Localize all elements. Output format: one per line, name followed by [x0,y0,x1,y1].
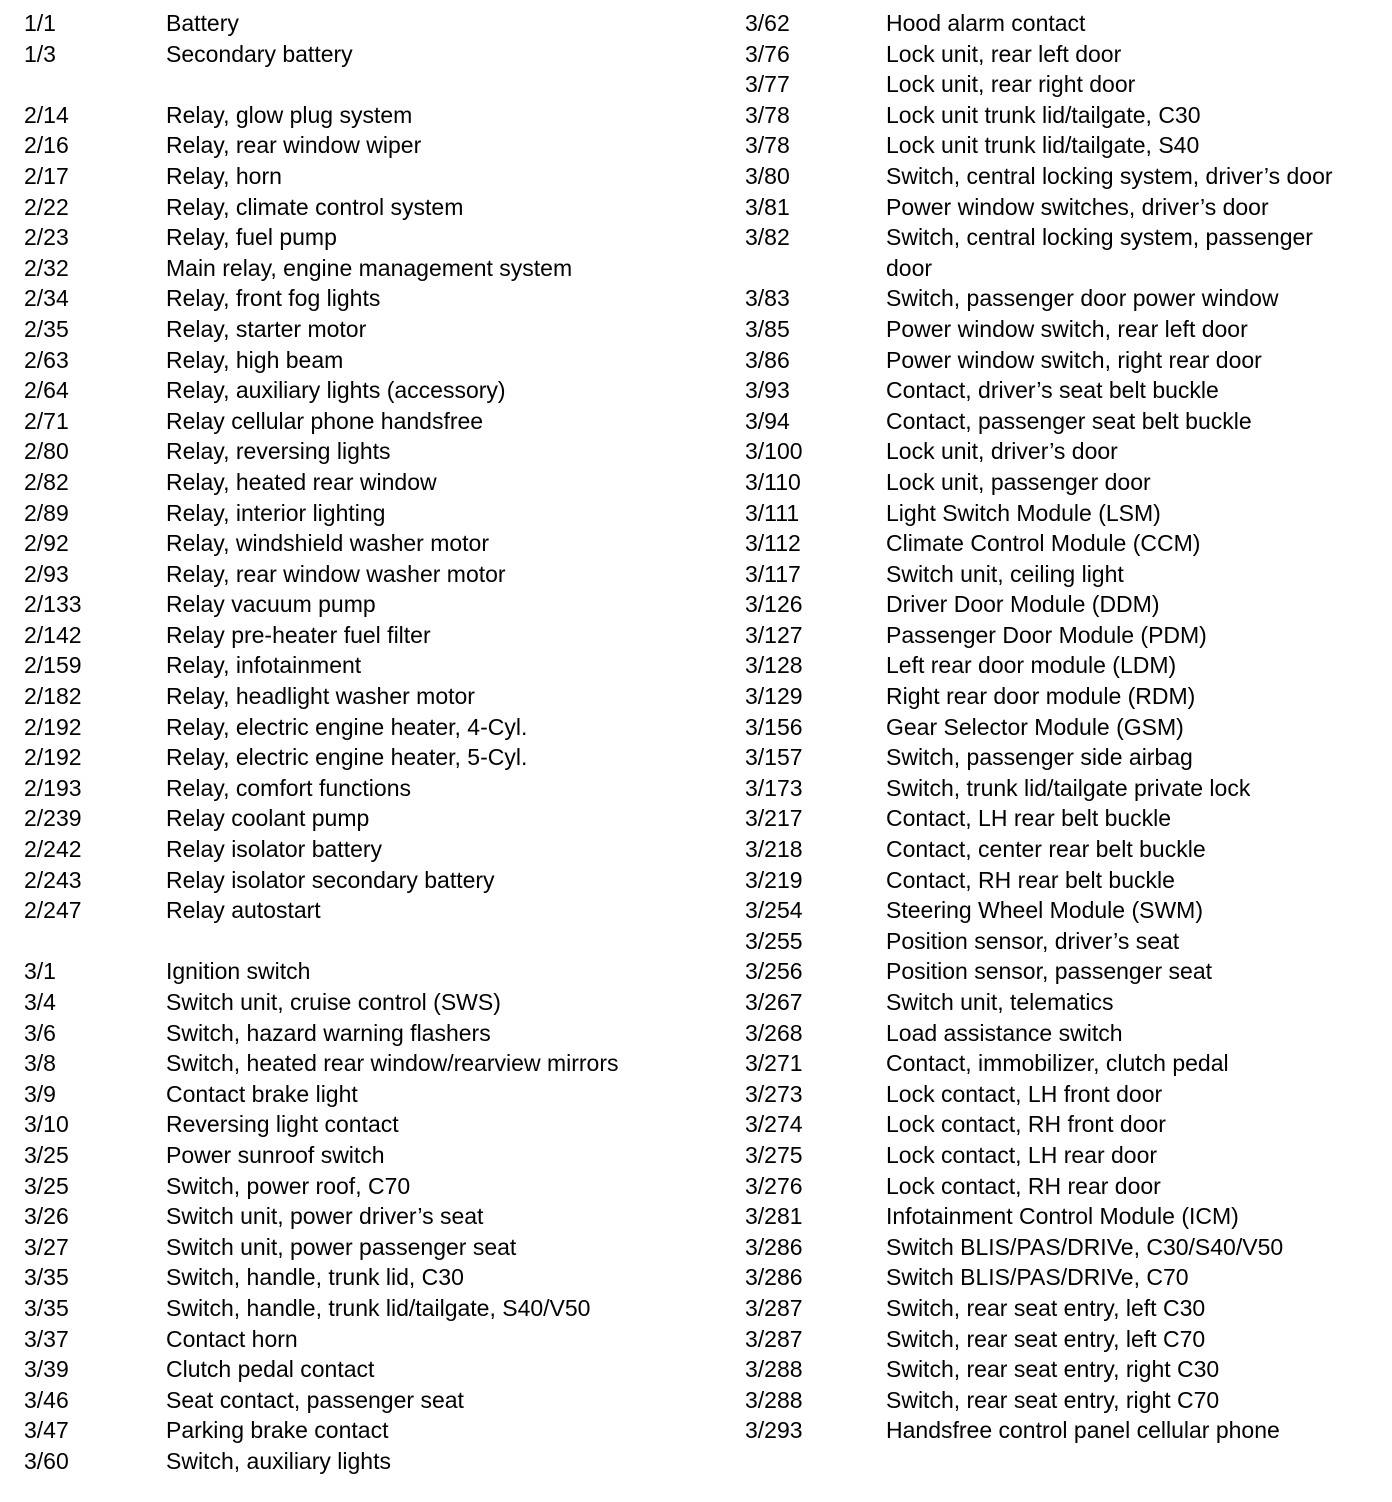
component-description: Contact, immobilizer, clutch pedal [886,1050,1229,1077]
component-code: 3/86 [745,346,790,373]
component-code: 3/82 [745,224,790,251]
component-code: 3/288 [745,1386,803,1413]
list-item [745,1079,1385,1110]
component-code: 3/77 [745,71,790,98]
component-description: Left rear door module (LDM) [886,652,1177,679]
component-code: 3/112 [745,530,801,557]
list-item [24,742,714,773]
list-item [745,987,1385,1018]
component-code: 2/239 [24,805,82,832]
list-item [745,253,1385,284]
list-item [745,375,1385,406]
list-item [24,1201,714,1232]
component-code: 3/4 [24,989,56,1015]
component-code: 3/26 [24,1203,69,1230]
list-item [24,1446,714,1477]
component-code: 3/157 [745,744,803,771]
list-item [24,1018,714,1049]
list-item [745,834,1385,865]
component-description: Switch, rear seat entry, right C30 [886,1356,1220,1383]
list-item [745,1385,1385,1416]
component-description: Position sensor, driver’s seat [886,927,1180,954]
component-code: 3/255 [745,927,803,954]
component-code: 3/80 [745,162,790,189]
list-item [24,865,714,896]
component-description: Switch BLIS/PAS/DRIVe, C30/S40/V50 [886,1233,1284,1260]
component-description: Power window switch, right rear door [886,346,1262,373]
list-item [745,1262,1385,1293]
list-item [745,222,1385,253]
list-item [24,130,714,161]
list-item [24,253,714,284]
list-item [24,773,714,804]
component-code: 3/268 [745,1019,803,1046]
component-description: Switch, auxiliary lights [166,1447,391,1474]
component-description: Relay, reversing lights [166,438,391,465]
component-description: Secondary battery [166,40,353,67]
component-code: 3/47 [24,1417,69,1444]
component-code: 3/276 [745,1172,803,1199]
component-code: 3/93 [745,377,790,404]
component-description: Main relay, engine management system [166,254,573,281]
list-item [745,956,1385,987]
list-item [745,681,1385,712]
component-code: 2/133 [24,591,82,618]
component-description: Contact horn [166,1325,298,1352]
component-description: Relay, windshield washer motor [166,530,489,557]
component-description: Relay isolator battery [166,836,383,863]
list-item [24,498,714,529]
component-code: 3/117 [745,560,801,587]
component-description: Lock unit trunk lid/tailgate, C30 [886,101,1201,128]
component-description: Switch unit, cruise control (SWS) [166,989,501,1015]
list-item [745,773,1385,804]
component-code: 3/46 [24,1386,69,1413]
list-item [745,1018,1385,1049]
component-description: Power window switches, driver’s door [886,193,1269,220]
component-description: Gear Selector Module (GSM) [886,713,1184,740]
component-code: 3/217 [745,805,803,832]
left-component-list [24,8,714,1477]
component-code: 2/192 [24,744,82,771]
list-item [745,1201,1385,1232]
component-code: 3/10 [24,1111,69,1138]
component-description: Parking brake contact [166,1417,389,1444]
component-description: Contact, center rear belt buckle [886,836,1206,863]
component-description: Relay, horn [166,162,282,189]
component-code: 3/110 [745,468,801,495]
component-description: Switch, rear seat entry, left C70 [886,1325,1206,1352]
list-item [24,956,714,987]
component-code: 3/76 [745,40,790,67]
list-item [24,161,714,192]
component-description: Switch, passenger door power window [886,285,1279,312]
component-code: 3/9 [24,1080,56,1107]
component-code: 2/23 [24,224,69,251]
component-code: 2/32 [24,254,69,281]
list-item [24,100,714,131]
component-code: 3/219 [745,866,803,893]
list-item [745,926,1385,957]
component-code: 3/127 [745,621,803,648]
component-code: 2/242 [24,836,82,863]
list-item [745,100,1385,131]
component-code: 2/192 [24,713,82,740]
component-description: Contact brake light [166,1080,358,1107]
component-code: 2/71 [24,407,69,434]
component-code: 3/288 [745,1356,803,1383]
list-item [745,69,1385,100]
list-item [24,1079,714,1110]
component-description: Switch, heated rear window/rearview mirrors [166,1050,619,1077]
list-item [24,406,714,437]
list-item [24,528,714,559]
list-item [745,314,1385,345]
component-description: Relay, fuel pump [166,224,337,251]
component-description: Switch unit, telematics [886,989,1114,1015]
list-item [745,803,1385,834]
list-item [24,39,714,70]
list-item [24,987,714,1018]
list-item [745,1415,1385,1446]
component-description: Driver Door Module (DDM) [886,591,1160,618]
component-description: Relay, infotainment [166,652,362,679]
component-code: 3/8 [24,1050,56,1077]
list-item [745,1232,1385,1263]
list-item [745,192,1385,223]
component-description: Switch, central locking system, passenger [886,224,1313,251]
component-code: 2/35 [24,315,69,342]
component-description: Switch, passenger side airbag [886,744,1193,771]
component-code: 3/129 [745,683,803,710]
component-description: Relay, rear window wiper [166,132,422,159]
component-description: Relay autostart [166,897,321,924]
component-description: Lock unit, passenger door [886,468,1151,495]
component-description: Climate Control Module (CCM) [886,530,1201,557]
component-description: Switch, power roof, C70 [166,1172,411,1199]
component-description: Switch, rear seat entry, left C30 [886,1294,1206,1321]
component-description: Switch BLIS/PAS/DRIVe, C70 [886,1264,1189,1291]
list-item [24,803,714,834]
component-description: Relay coolant pump [166,805,370,832]
list-item [24,926,714,957]
list-item [745,39,1385,70]
component-code [745,253,886,284]
list-item [24,1354,714,1385]
component-code: 3/281 [745,1203,803,1230]
component-description: Switch unit, ceiling light [886,560,1124,587]
component-description: Relay pre-heater fuel filter [166,621,431,648]
component-code: 2/142 [24,621,82,648]
component-description: Position sensor, passenger seat [886,958,1213,985]
component-description: Lock unit trunk lid/tailgate, S40 [886,132,1200,159]
list-item [745,1171,1385,1202]
component-code: 2/82 [24,468,69,495]
component-description: Ignition switch [166,958,311,985]
component-code: 3/81 [745,193,790,220]
list-item [745,8,1385,39]
list-item [24,436,714,467]
component-description: Infotainment Control Module (ICM) [886,1203,1239,1230]
component-description: Switch, hazard warning flashers [166,1019,491,1046]
list-item [745,467,1385,498]
component-code: 3/271 [745,1050,803,1077]
list-item [745,283,1385,314]
list-item [24,345,714,376]
list-item [24,589,714,620]
component-code: 3/286 [745,1233,803,1260]
list-item [24,559,714,590]
component-description: Switch, handle, trunk lid/tailgate, S40/V50 [166,1294,591,1321]
component-description: Lock unit, driver’s door [886,438,1118,465]
component-code: 3/35 [24,1294,69,1321]
list-item [24,8,714,39]
component-code: 3/286 [745,1264,803,1291]
list-item [24,895,714,926]
component-description: Relay cellular phone handsfree [166,407,484,434]
component-code: 3/267 [745,989,803,1015]
list-item [24,222,714,253]
list-item [24,1171,714,1202]
list-item [24,314,714,345]
list-item [24,283,714,314]
list-item [745,436,1385,467]
component-description: Switch, central locking system, driver’s door [886,162,1333,189]
list-item [745,406,1385,437]
component-code: 2/193 [24,774,82,801]
list-item [745,345,1385,376]
list-item [745,865,1385,896]
component-description: Lock contact, LH rear door [886,1141,1158,1168]
component-code: 3/37 [24,1325,69,1352]
component-description: Power sunroof switch [166,1141,385,1168]
component-code: 3/100 [745,438,803,465]
component-code: 3/273 [745,1080,803,1107]
component-description: Contact, RH rear belt buckle [886,866,1175,893]
list-item [745,589,1385,620]
component-description: door [886,254,933,281]
list-item [745,650,1385,681]
component-description: Passenger Door Module (PDM) [886,621,1207,648]
list-item [24,1324,714,1355]
component-code: 3/60 [24,1447,69,1474]
component-code: 3/287 [745,1294,803,1321]
list-item [745,161,1385,192]
list-item [745,1293,1385,1324]
component-code: 2/22 [24,193,69,220]
component-code: 3/274 [745,1111,803,1138]
component-description: Relay, electric engine heater, 4-Cyl. [166,713,528,740]
component-description: Relay, starter motor [166,315,367,342]
list-item [745,1109,1385,1140]
component-description: Clutch pedal contact [166,1356,375,1383]
list-item [24,69,714,100]
component-description: Switch unit, power passenger seat [166,1233,517,1260]
component-code: 3/78 [745,132,790,159]
component-code: 3/39 [24,1356,69,1383]
component-code: 3/218 [745,836,803,863]
list-item [24,375,714,406]
list-item [24,467,714,498]
component-description: Relay, heated rear window [166,468,437,495]
component-code: 3/287 [745,1325,803,1352]
list-item [24,712,714,743]
component-code: 2/16 [24,132,69,159]
component-code: 3/293 [745,1417,803,1444]
component-code: 3/111 [745,499,800,526]
component-code [24,926,166,957]
component-description: Relay, interior lighting [166,499,386,526]
component-code: 2/243 [24,866,82,893]
component-description: Light Switch Module (LSM) [886,499,1161,526]
list-item [745,742,1385,773]
component-description: Switch, rear seat entry, right C70 [886,1386,1220,1413]
component-code: 3/128 [745,652,803,679]
component-description: Right rear door module (RDM) [886,683,1196,710]
component-description: Switch, handle, trunk lid, C30 [166,1264,464,1291]
component-description: Lock unit, rear left door [886,40,1122,67]
component-description: Relay, comfort functions [166,774,412,801]
component-code: 3/126 [745,591,803,618]
component-description: Relay, front fog lights [166,285,381,312]
list-item [24,1232,714,1263]
list-item [24,1415,714,1446]
list-item [745,1140,1385,1171]
list-item [24,1262,714,1293]
list-item [745,895,1385,926]
component-description: Relay vacuum pump [166,591,376,618]
component-code: 2/93 [24,560,69,587]
component-description: Switch, trunk lid/tailgate private lock [886,774,1251,801]
list-item [24,1048,714,1079]
component-code: 2/89 [24,499,69,526]
component-code: 2/159 [24,652,82,679]
component-description: Lock contact, LH front door [886,1080,1163,1107]
component-code: 2/63 [24,346,69,373]
component-description: Lock contact, RH front door [886,1111,1166,1138]
list-item [745,712,1385,743]
component-description: Lock unit, rear right door [886,71,1136,98]
component-code: 3/27 [24,1233,69,1260]
component-description: Lock contact, RH rear door [886,1172,1161,1199]
component-code: 2/247 [24,897,82,924]
component-description: Steering Wheel Module (SWM) [886,897,1203,924]
list-item [24,1385,714,1416]
component-description: Contact, passenger seat belt buckle [886,407,1252,434]
component-description: Relay, high beam [166,346,344,373]
component-code: 1/3 [24,40,56,67]
component-description: Seat contact, passenger seat [166,1386,464,1413]
list-item [745,528,1385,559]
component-code: 2/92 [24,530,69,557]
component-code: 3/25 [24,1172,69,1199]
component-description: Reversing light contact [166,1111,399,1138]
component-code: 1/1 [24,10,56,36]
component-description: Battery [166,10,239,36]
list-item [24,650,714,681]
list-item [745,559,1385,590]
list-item [24,834,714,865]
component-description: Relay, climate control system [166,193,464,220]
component-code: 3/256 [745,958,803,985]
component-code: 3/85 [745,315,790,342]
list-item [24,192,714,223]
component-code: 3/6 [24,1019,56,1046]
component-code: 3/83 [745,285,790,312]
component-code: 3/156 [745,713,803,740]
component-code: 3/173 [745,774,803,801]
list-item [24,1293,714,1324]
component-code: 3/35 [24,1264,69,1291]
component-description: Relay, electric engine heater, 5-Cyl. [166,744,528,771]
component-code: 2/64 [24,377,69,404]
list-item [745,130,1385,161]
list-item [24,620,714,651]
component-description: Load assistance switch [886,1019,1123,1046]
component-code: 2/14 [24,101,69,128]
component-code: 2/182 [24,683,82,710]
list-item [745,620,1385,651]
component-description: Switch unit, power driver’s seat [166,1203,484,1230]
component-description: Relay, rear window washer motor [166,560,506,587]
list-item [745,1048,1385,1079]
component-description: Power window switch, rear left door [886,315,1248,342]
component-description: Contact, LH rear belt buckle [886,805,1172,832]
component-description: Handsfree control panel cellular phone [886,1417,1280,1444]
list-item [24,1109,714,1140]
list-item [745,1354,1385,1385]
right-component-list [745,8,1385,1446]
component-code: 3/94 [745,407,790,434]
list-item [745,1324,1385,1355]
component-description: Relay, auxiliary lights (accessory) [166,377,506,404]
list-item [745,498,1385,529]
component-description: Relay, headlight washer motor [166,683,475,710]
component-description: Hood alarm contact [886,10,1086,36]
component-code: 3/254 [745,897,803,924]
component-description: Relay, glow plug system [166,101,413,128]
list-item [24,1140,714,1171]
list-item [24,681,714,712]
component-description: Relay isolator secondary battery [166,866,495,893]
component-code: 2/34 [24,285,69,312]
component-code: 3/78 [745,101,790,128]
component-code: 3/62 [745,10,790,36]
component-code: 3/1 [24,958,56,985]
component-description: Contact, driver’s seat belt buckle [886,377,1219,404]
component-code: 2/80 [24,438,69,465]
component-code: 3/25 [24,1141,69,1168]
component-code: 2/17 [24,162,69,189]
component-code: 3/275 [745,1141,803,1168]
component-code [24,69,166,100]
